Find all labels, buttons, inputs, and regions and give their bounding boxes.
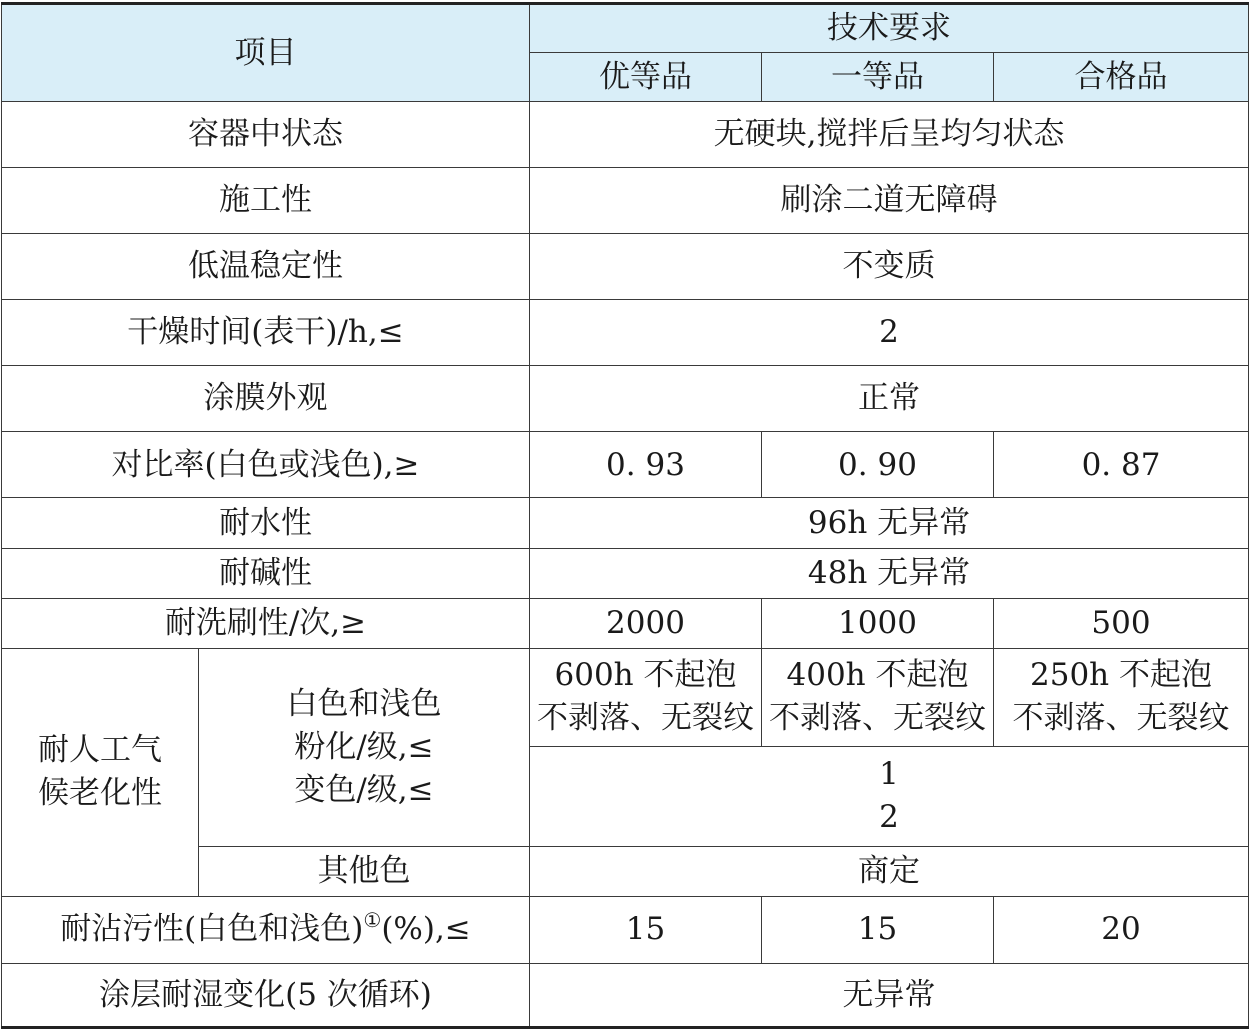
weathering-label-line: 耐人工气: [38, 732, 162, 769]
row-label-scrub: 耐洗刷性/次,≥: [2, 598, 530, 648]
header-grade-first: 一等品: [762, 53, 994, 102]
row-label-appearance: 涂膜外观: [2, 366, 530, 432]
row-label-stain: [2, 896, 530, 963]
weathering-other-value: 商定: [530, 846, 1249, 896]
hours-line: 600h 不起泡: [554, 657, 737, 694]
row-value-stain-qualified: 20: [994, 896, 1249, 963]
row-label-alkali: 耐碱性: [2, 548, 530, 598]
row-value-stain-first: 15: [762, 896, 994, 963]
row-value-alkali: 48h 无异常: [530, 548, 1249, 598]
row-value-contrast-first: 0. 90: [762, 432, 994, 498]
row-value-scrub-qualified: 500: [994, 598, 1249, 648]
weathering-hours-qualified: [994, 648, 1249, 746]
header-item: 项目: [2, 4, 530, 102]
weathering-hours-first: [762, 648, 994, 746]
row-label-low-temp: 低温稳定性: [2, 234, 530, 300]
row-value-scrub-premium: 2000: [530, 598, 762, 648]
hours-line: 400h 不起泡: [786, 657, 969, 694]
weathering-chalk-color-values: [530, 746, 1249, 846]
row-value-container-state: 无硬块,搅拌后呈均匀状态: [530, 102, 1249, 168]
row-label-contrast: 对比率(白色或浅色),≥: [2, 432, 530, 498]
row-label-weathering: [2, 648, 199, 896]
weathering-other-label: 其他色: [199, 846, 530, 896]
weathering-label-line: 候老化性: [38, 775, 162, 812]
spec-table: [1, 2, 1249, 1029]
sub-white-line: 变色/级,≤: [294, 771, 434, 808]
row-value-appearance: 正常: [530, 366, 1249, 432]
row-value-humidity: 无异常: [530, 963, 1249, 1027]
row-value-contrast-premium: 0. 93: [530, 432, 762, 498]
stain-label-text: 耐沾污性(白色和浅色): [60, 911, 364, 948]
sub-white-line: 粉化/级,≤: [294, 728, 434, 765]
chalk-value: 1: [879, 756, 899, 793]
row-label-drying: 干燥时间(表干)/h,≤: [2, 300, 530, 366]
row-value-scrub-first: 1000: [762, 598, 994, 648]
row-label-container-state: 容器中状态: [2, 102, 530, 168]
header-grade-premium: 优等品: [530, 53, 762, 102]
row-label-humidity: 涂层耐湿变化(5 次循环): [2, 963, 530, 1027]
header-tech-req: 技术要求: [530, 4, 1249, 53]
row-value-stain-premium: 15: [530, 896, 762, 963]
stain-label-suffix: (%),≤: [381, 911, 471, 948]
hours-line: 250h 不起泡: [1030, 657, 1212, 694]
hours-line: 不剥落、无裂纹: [1012, 700, 1230, 737]
row-value-workability: 刷涂二道无障碍: [530, 168, 1249, 234]
sub-white-line: 白色和浅色: [286, 686, 442, 723]
color-change-value: 2: [879, 799, 899, 836]
weathering-sub-white: [199, 648, 530, 846]
row-value-contrast-qualified: 0. 87: [994, 432, 1249, 498]
footnote-marker: ①: [363, 908, 382, 933]
row-value-water: 96h 无异常: [530, 498, 1249, 548]
hours-line: 不剥落、无裂纹: [769, 700, 986, 737]
weathering-hours-premium: [530, 648, 762, 746]
row-value-drying: 2: [530, 300, 1249, 366]
row-value-low-temp: 不变质: [530, 234, 1249, 300]
hours-line: 不剥落、无裂纹: [537, 700, 754, 737]
row-label-water: 耐水性: [2, 498, 530, 548]
header-grade-qualified: 合格品: [994, 53, 1249, 102]
row-label-workability: 施工性: [2, 168, 530, 234]
